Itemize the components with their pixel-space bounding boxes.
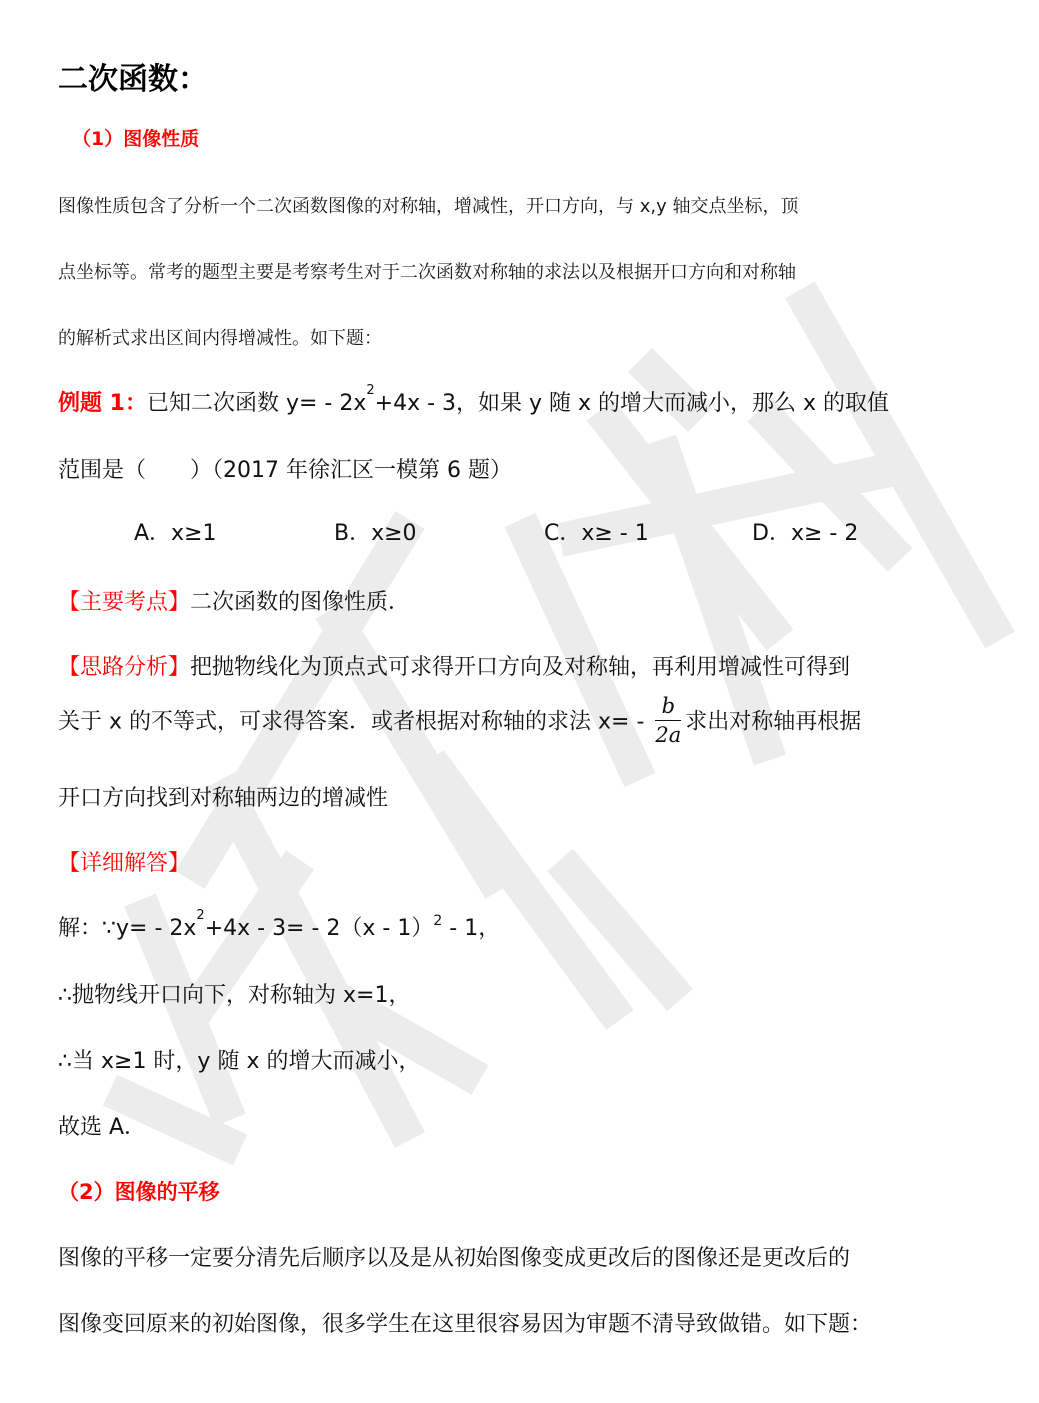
key-point: 【主要考点】二次函数的图像性质． — [58, 590, 411, 615]
choice-a: A．x≥1 — [134, 521, 217, 546]
example1-question-line-1: 例题 1：已知二次函数 $y= - 2x^2+4x - 3$，如果 y 随 x 的增大而减小，那么 x 的取值 — [58, 383, 890, 416]
solution-label: 【详细解答】 — [58, 851, 191, 876]
key-point-label: 【主要考点】 — [58, 590, 191, 615]
analysis-line-1: 【思路分析】把抛物线化为顶点式可求得开口方向及对称轴，再利用增减性可得到 — [58, 655, 851, 680]
choice-d: D．x≥ - 2 — [752, 521, 859, 546]
analysis-label: 【思路分析】 — [58, 655, 191, 680]
solution-line-3: ∴当 x≥1 时，y 随 x 的增大而减小， — [58, 1049, 421, 1074]
choice-c: C．x≥ - 1 — [544, 521, 649, 546]
page-title: 二次函数： — [58, 62, 208, 97]
analysis-line-2: 关于 x 的不等式，可求得答案．或者根据对称轴的求法 x= - $\frac{b}{2a}$ 求出对称轴再根据 — [58, 694, 862, 747]
section-heading-translation: （2）图像的平移 — [58, 1180, 220, 1204]
section2-intro-line-1: 图像的平移一定要分清先后顺序以及是从初始图像变成更改后的图像还是更改后的 — [58, 1246, 851, 1271]
section1-intro-line-2: 点坐标等。常考的题型主要是考察考生对于二次函数对称轴的求法以及根据开口方向和对称轴 — [58, 262, 796, 283]
example1-question-line-2: 范围是（ ）（2017 年徐汇区一模第 6 题） — [58, 458, 512, 483]
choice-b: B．x≥0 — [334, 521, 417, 546]
analysis-line-3: 开口方向找到对称轴两边的增减性 — [58, 786, 389, 811]
section2-intro-line-2: 图像变回原来的初始图像，很多学生在这里很容易因为审题不清导致做错。如下题： — [58, 1312, 873, 1337]
section1-intro-line-1: 图像性质包含了分析一个二次函数图像的对称轴，增减性，开口方向，与 x,y 轴交点坐标，顶 — [58, 196, 799, 217]
fraction-b-over-2a: $\frac{b}{2a}$ — [655, 694, 682, 747]
section-heading-image-properties: （1）图像性质 — [72, 128, 200, 150]
solution-line-2: ∴抛物线开口向下，对称轴为 x=1， — [58, 983, 411, 1008]
choices-row — [58, 516, 978, 546]
example-label: 例题 1： — [58, 391, 147, 416]
solution-line-1: 解：∵y= - $2x^2+4x - 3= - 2(x - 1)^2 - 1$， — [58, 908, 501, 941]
solution-line-4: 故选 A． — [58, 1115, 147, 1140]
section1-intro-line-3: 的解析式求出区间内得增减性。如下题： — [58, 328, 382, 349]
